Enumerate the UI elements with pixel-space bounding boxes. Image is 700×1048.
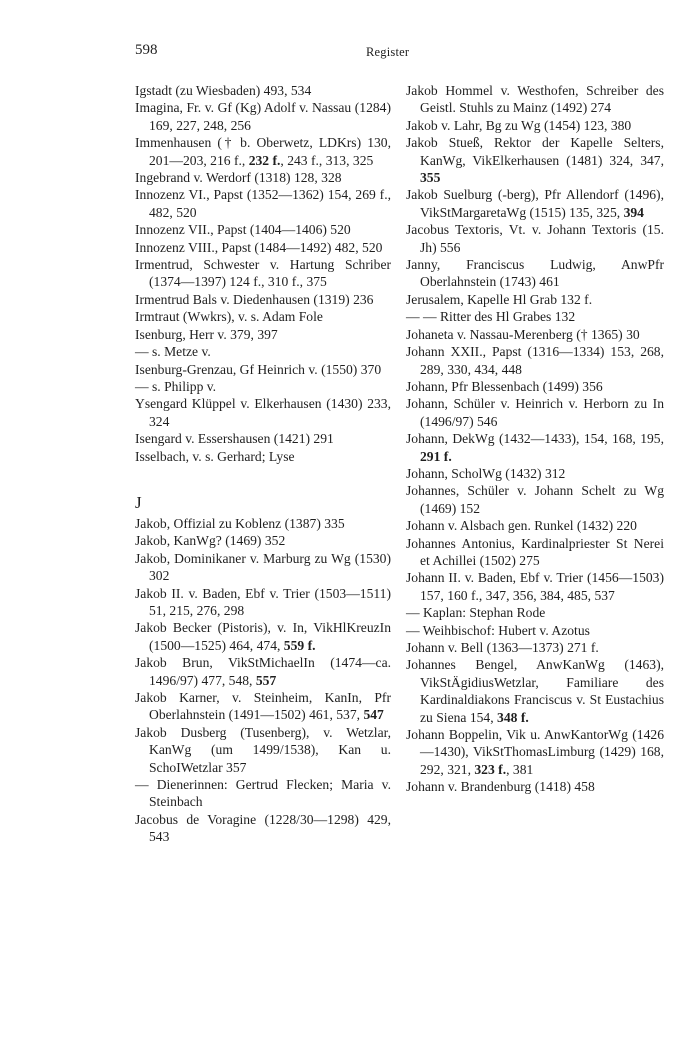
index-entry xyxy=(135,550,391,585)
index-column-right xyxy=(406,82,664,796)
index-entry xyxy=(406,326,664,343)
entry-text: Innozenz VI., Papst (1352—1362) 154, 269 f., 482, 520 xyxy=(135,187,391,220)
index-entry xyxy=(135,361,391,378)
index-entries-i xyxy=(135,82,391,465)
entry-text: Innozenz VII., Papst (1404—1406) 520 xyxy=(135,222,351,238)
entry-text: Imagina, Fr. v. Gf (Kg) Adolf v. Nassau (1284) 169, 227, 248, 256 xyxy=(135,100,391,133)
index-entry xyxy=(406,639,664,656)
section-letter: J xyxy=(135,492,142,512)
entry-text: Jakob Becker (Pistoris), v. In, VikHlKreuzIn (1500—1525) 464, 474, xyxy=(135,620,391,653)
bold-page-ref: 559 f. xyxy=(283,637,316,653)
entry-text: Johann v. Brandenburg (1418) 458 xyxy=(406,779,595,795)
entry-text: Johann v. Alsbach gen. Runkel (1432) 220 xyxy=(406,518,637,534)
index-entry xyxy=(135,256,391,291)
index-entry xyxy=(135,99,391,134)
index-entry xyxy=(406,82,664,117)
index-entry xyxy=(406,569,664,604)
index-entry xyxy=(135,515,391,532)
bold-page-ref: 547 xyxy=(363,707,384,723)
bold-page-ref: 348 f. xyxy=(497,709,529,725)
index-entry xyxy=(135,308,391,325)
section-gap xyxy=(135,465,391,485)
entry-text: Johannes Bengel, AnwKanWg (1463), VikStÄgidiusWetzlar, Familiare des Kardinaldiakons Franciscus v. St Eustachius zu Siena 154, xyxy=(406,657,664,725)
entry-text: Janny, Franciscus Ludwig, AnwPfr Oberlahnstein (1743) 461 xyxy=(406,257,664,290)
index-entry xyxy=(135,221,391,238)
index-entry xyxy=(135,724,391,776)
entry-text: Jakob Stueß, Rektor der Kapelle Selters, KanWg, VikElkerhausen (1481) 324, 347, xyxy=(406,135,664,168)
entry-text: — Weihbischof: Hubert v. Azotus xyxy=(406,622,590,638)
entry-text: Irmtraut (Wwkrs), v. s. Adam Fole xyxy=(135,309,323,325)
entry-text: Ysengard Klüppel v. Elkerhausen (1430) 233, 324 xyxy=(135,396,391,429)
bold-page-ref: 291 f. xyxy=(420,448,452,464)
index-entry xyxy=(406,604,664,621)
index-entry xyxy=(406,517,664,534)
index-entry xyxy=(135,82,391,99)
entry-text: Isenburg, Herr v. 379, 397 xyxy=(135,326,278,342)
index-entry xyxy=(406,622,664,639)
index-entries-j-continued xyxy=(406,82,664,796)
entry-text: Isenburg-Grenzau, Gf Heinrich v. (1550) 370 xyxy=(135,361,382,377)
index-entry xyxy=(135,689,391,724)
index-entry xyxy=(406,656,664,726)
bold-page-ref: 323 f. xyxy=(474,761,507,777)
bold-page-ref: 355 xyxy=(420,170,441,186)
index-entry xyxy=(135,585,391,620)
index-entry xyxy=(135,811,391,846)
index-entry xyxy=(406,778,664,795)
entry-text: — — Ritter des Hl Grabes 132 xyxy=(406,309,576,325)
index-entry xyxy=(135,326,391,343)
page-header xyxy=(0,42,700,62)
index-entry xyxy=(135,186,391,221)
entry-text: Johann Boppelin, Vik u. AnwKantorWg (1426—1430), VikStThomasLimburg (1429) 168, 292, 321, xyxy=(406,727,664,777)
bold-page-ref: 232 f. xyxy=(248,152,281,168)
entry-text: Jakob II. v. Baden, Ebf v. Trier (1503—1511) 51, 215, 276, 298 xyxy=(135,585,391,618)
index-entry xyxy=(406,726,664,778)
entry-text: Jacobus de Voragine (1228/30—1298) 429, 543 xyxy=(135,811,391,845)
index-entry xyxy=(406,256,664,291)
entry-text: Ingebrand v. Werdorf (1318) 128, 328 xyxy=(135,170,342,186)
entry-text: Jakob Brun, VikStMichaelIn (1474—ca. 1496/97) 477, 548, xyxy=(135,655,391,688)
entry-text: — s. Metze v. xyxy=(135,344,211,360)
entry-text: Irmentrud, Schwester v. Hartung Schriber (1374—1397) 124 f., 310 f., 375 xyxy=(135,257,391,290)
index-entry xyxy=(135,619,391,654)
bold-page-ref: 394 xyxy=(623,204,644,220)
entry-text: — s. Philipp v. xyxy=(135,378,217,394)
entry-text: Jakob, Offizial zu Koblenz (1387) 335 xyxy=(135,515,345,531)
index-entry xyxy=(135,169,391,186)
page-number: 598 xyxy=(135,42,158,58)
index-entry xyxy=(406,134,664,186)
index-entry xyxy=(135,532,391,549)
index-entry xyxy=(135,430,391,447)
entry-text: Irmentrud Bals v. Diedenhausen (1319) 236 xyxy=(135,291,374,307)
index-entry xyxy=(406,117,664,134)
index-entry xyxy=(406,221,664,256)
entry-text: Jakob v. Lahr, Bg zu Wg (1454) 123, 380 xyxy=(406,117,632,133)
index-entry xyxy=(406,482,664,517)
entry-text: Jakob, Dominikaner v. Marburg zu Wg (1530) 302 xyxy=(135,550,391,584)
index-entry xyxy=(406,535,664,570)
bold-page-ref: 557 xyxy=(255,672,277,688)
entry-text: , 243 f., 313, 325 xyxy=(280,152,374,168)
index-entry xyxy=(135,134,391,169)
entry-text: — Kaplan: Stephan Rode xyxy=(406,605,546,621)
entry-text: , 381 xyxy=(506,761,534,777)
index-entry xyxy=(135,395,391,430)
entry-text: Jakob Hommel v. Westhofen, Schreiber des Geistl. Stuhls zu Mainz (1492) 274 xyxy=(406,83,664,116)
index-entry xyxy=(406,343,664,378)
index-entry xyxy=(135,776,391,811)
entry-text: Johannes, Schüler v. Johann Schelt zu Wg (1469) 152 xyxy=(406,483,664,516)
entry-text: Johann v. Bell (1363—1373) 271 f. xyxy=(406,640,599,655)
index-entry xyxy=(135,343,391,360)
index-entry xyxy=(406,186,664,221)
entry-text: Johann XXII., Papst (1316—1334) 153, 268, 289, 330, 434, 448 xyxy=(406,344,664,377)
entry-text: Johann, Pfr Blessenbach (1499) 356 xyxy=(406,378,603,394)
index-entry xyxy=(135,239,391,256)
running-title: Register xyxy=(366,45,410,59)
entry-text: Jakob Dusberg (Tusenberg), v. Wetzlar, KanWg (um 1499/1538), Kan u. SchoIWetzlar 357 xyxy=(135,724,391,775)
entry-text: Isselbach, v. s. Gerhard; Lyse xyxy=(135,448,295,464)
index-entry xyxy=(406,465,664,482)
entry-text: Johannes Antonius, Kardinalpriester St Nerei et Achillei (1502) 275 xyxy=(406,535,664,568)
index-entry xyxy=(135,448,391,465)
entry-text: Johann II. v. Baden, Ebf v. Trier (1456—1503) 157, 160 f., 347, 356, 384, 485, 537 xyxy=(406,570,664,603)
index-entry xyxy=(406,291,664,308)
entry-text: Johann, DekWg (1432—1433), 154, 168, 195, xyxy=(406,431,664,447)
entry-text: Johann, ScholWg (1432) 312 xyxy=(406,465,566,481)
index-entry xyxy=(135,291,391,308)
entry-text: Johaneta v. Nassau-Merenberg († 1365) 30 xyxy=(406,326,640,342)
entry-text: Jerusalem, Kapelle Hl Grab 132 f. xyxy=(406,291,593,307)
index-entry xyxy=(406,308,664,325)
index-column-left xyxy=(135,82,391,846)
entry-text: Jakob, KanWg? (1469) 352 xyxy=(135,533,286,549)
entry-text: Jakob Suelburg (-berg), Pfr Allendorf (1496), VikStMargaretaWg (1515) 135, 325, xyxy=(406,187,664,220)
entry-text: Immenhausen († b. Oberwetz, LDKrs) 130, 201—203, 216 f., xyxy=(135,135,391,168)
index-entry xyxy=(406,378,664,395)
entry-text: Igstadt (zu Wiesbaden) 493, 534 xyxy=(135,83,312,98)
entry-text: Isengard v. Essershausen (1421) 291 xyxy=(135,431,334,447)
index-entries-j xyxy=(135,515,391,846)
entry-text: Jacobus Textoris, Vt. v. Johann Textoris (15. Jh) 556 xyxy=(406,222,664,255)
index-entry xyxy=(135,654,391,689)
index-entry xyxy=(406,430,664,465)
entry-text: — Dienerinnen: Gertrud Flecken; Maria v. Steinbach xyxy=(135,777,391,810)
entry-text: Innozenz VIII., Papst (1484—1492) 482, 520 xyxy=(135,239,383,255)
index-entry xyxy=(406,395,664,430)
entry-text: Johann, Schüler v. Heinrich v. Herborn zu In (1496/97) 546 xyxy=(406,396,664,429)
entry-text: Jakob Karner, v. Steinheim, KanIn, Pfr Oberlahnstein (1491—1502) 461, 537, xyxy=(135,690,391,723)
index-entry xyxy=(135,378,391,395)
